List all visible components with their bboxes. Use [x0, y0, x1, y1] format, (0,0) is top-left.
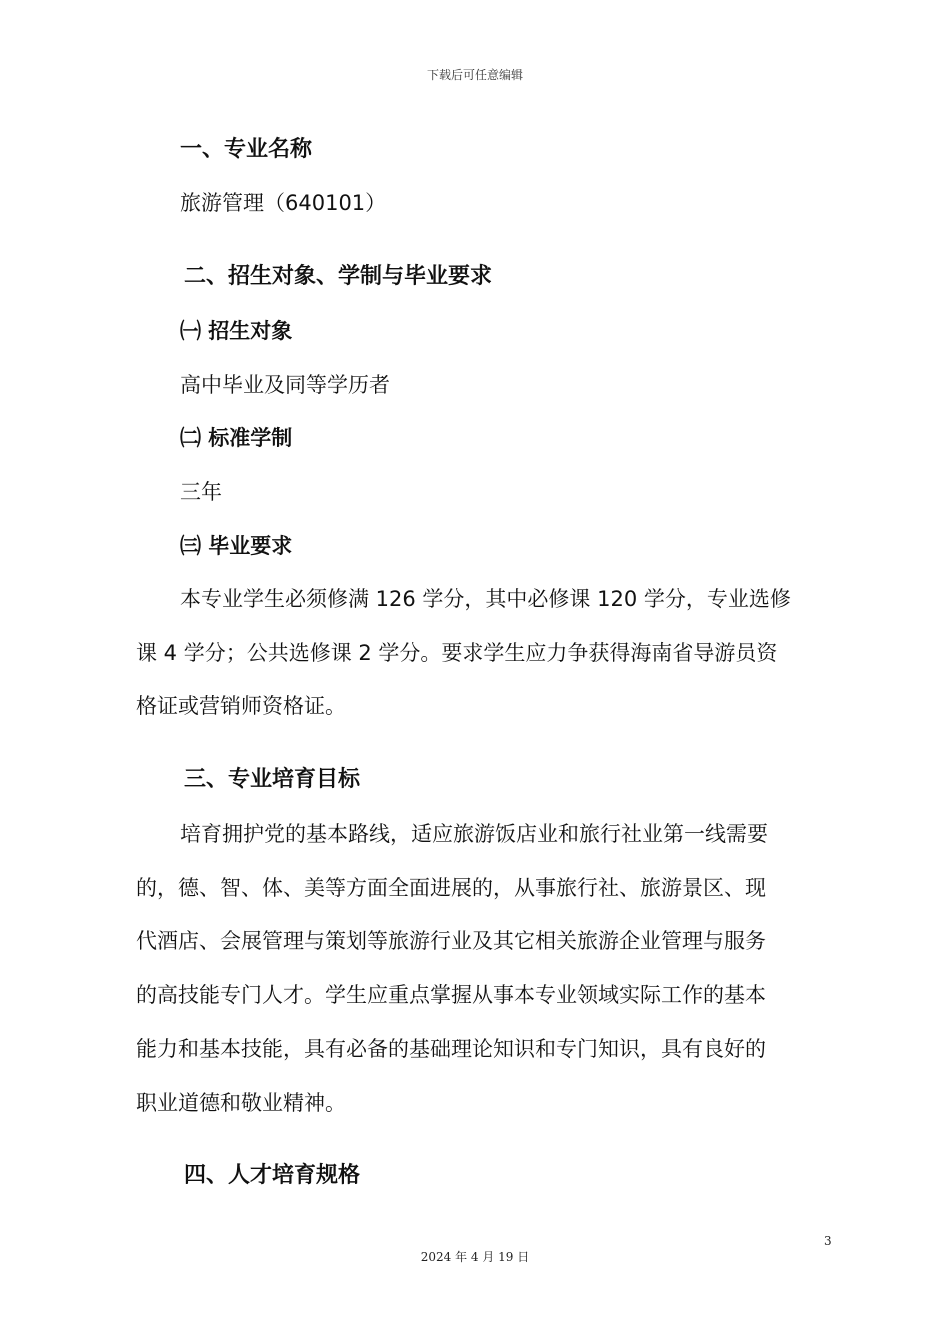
paragraph-line: 代酒店、会展管理与策划等旅游行业及其它相关旅游企业管理与服务	[136, 929, 766, 954]
enrollment-body: 高中毕业及同等学历者	[180, 373, 390, 397]
section-3-heading: 三、专业培育目标	[184, 767, 361, 792]
section-1-heading: 一、专业名称	[180, 137, 313, 162]
sub-heading-duration: ㈡ 标准学制	[180, 426, 293, 450]
duration-body: 三年	[180, 480, 222, 504]
paragraph-line: 课 4 学分；公共选修课 2 学分。要求学生应力争获得海南省导游员资	[136, 640, 778, 665]
section-4-heading: 四、人才培育规格	[184, 1163, 361, 1188]
sub-heading-graduation: ㈢ 毕业要求	[180, 534, 293, 558]
paragraph-line: 培育拥护党的基本路线，适应旅游饭店业和旅行社业第一线需要	[180, 822, 768, 846]
paragraph-line: 本专业学生必须修满 126 学分，其中必修课 120 学分，专业选修	[180, 587, 791, 611]
footer-date: 2024 年 4 月 19 日	[420, 1250, 530, 1264]
paragraph-line: 的高技能专门人才。学生应重点掌握从事本专业领域实际工作的基本	[136, 983, 766, 1008]
paragraph-line: 的，德、智、体、美等方面全面进展的，从事旅行社、旅游景区、现	[136, 875, 766, 900]
section-2-heading: 二、招生对象、学制与毕业要求	[184, 264, 493, 289]
section-1-body: 旅游管理（640101）	[180, 191, 387, 215]
sub-heading-enrollment: ㈠ 招生对象	[180, 319, 293, 343]
paragraph-line: 能力和基本技能，具有必备的基础理论知识和专门知识，具有良好的	[136, 1036, 766, 1061]
graduation-paragraph	[136, 573, 836, 734]
objective-paragraph	[136, 808, 836, 1130]
page-number: 3	[824, 1234, 832, 1248]
page-header: 下载后可任意编辑	[426, 68, 523, 82]
paragraph-line: 职业道德和敬业精神。	[136, 1090, 346, 1115]
paragraph-line: 格证或营销师资格证。	[136, 694, 346, 719]
